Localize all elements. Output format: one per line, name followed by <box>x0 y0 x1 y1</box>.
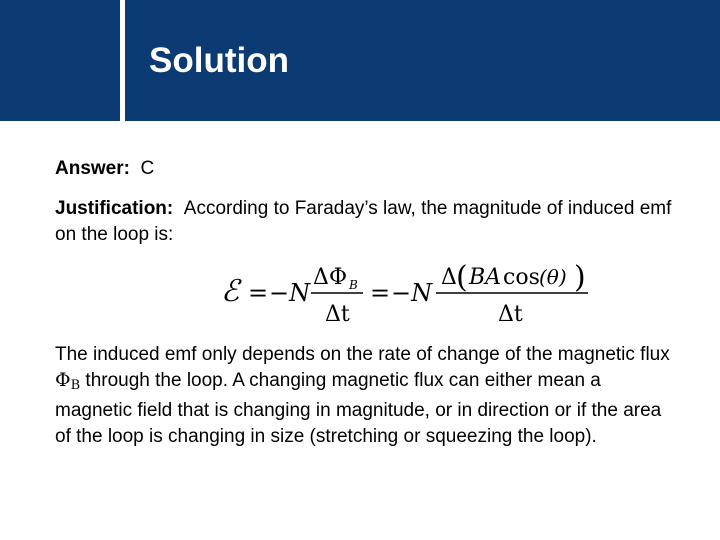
delta-t: Δt <box>498 302 523 327</box>
phi-symbol: Φ <box>329 265 348 290</box>
emf-symbol: ℰ <box>221 274 240 309</box>
answer-value: C <box>140 158 155 179</box>
phi-subscript: B <box>349 278 358 292</box>
cos-term: cos <box>503 265 540 290</box>
faraday-equation <box>221 258 601 330</box>
answer-label: Answer: <box>55 158 130 179</box>
equation-graphic <box>221 258 601 330</box>
slide-title: Solution <box>149 41 289 80</box>
flux-symbol: Φ <box>55 368 71 391</box>
delta-symbol: Δ <box>441 265 457 290</box>
equals-sign: = <box>248 279 269 307</box>
justification-label: Justification: <box>55 198 174 219</box>
close-paren: ) <box>574 260 586 295</box>
theta-term: (θ) <box>539 265 567 289</box>
justification-paragraph <box>55 196 675 247</box>
equals-sign: = <box>370 279 391 307</box>
title-banner <box>0 0 720 121</box>
ba-term: BA <box>469 265 502 290</box>
neg-n: −N <box>269 279 311 307</box>
answer-line <box>55 156 675 182</box>
explanation-paragraph <box>55 342 675 449</box>
delta-symbol: Δ <box>313 265 329 290</box>
open-paren: ( <box>456 260 468 295</box>
banner-divider <box>120 0 125 121</box>
explanation-text-start: The induced emf only depends on the rate of change of the magnetic flux <box>55 344 670 365</box>
justification-text: According to Faraday’s law, the magnitude of induced emf on the loop is: <box>55 198 672 245</box>
neg-n: −N <box>391 279 433 307</box>
delta-t: Δt <box>325 302 350 327</box>
explanation-text-end: through the loop. A changing magnetic flux can either mean a magnetic field that is changing in magnitude, or in direction or if the area of the loop is changing in size (stretching or squeezing the loop). <box>55 369 662 447</box>
flux-subscript: B <box>70 377 81 393</box>
